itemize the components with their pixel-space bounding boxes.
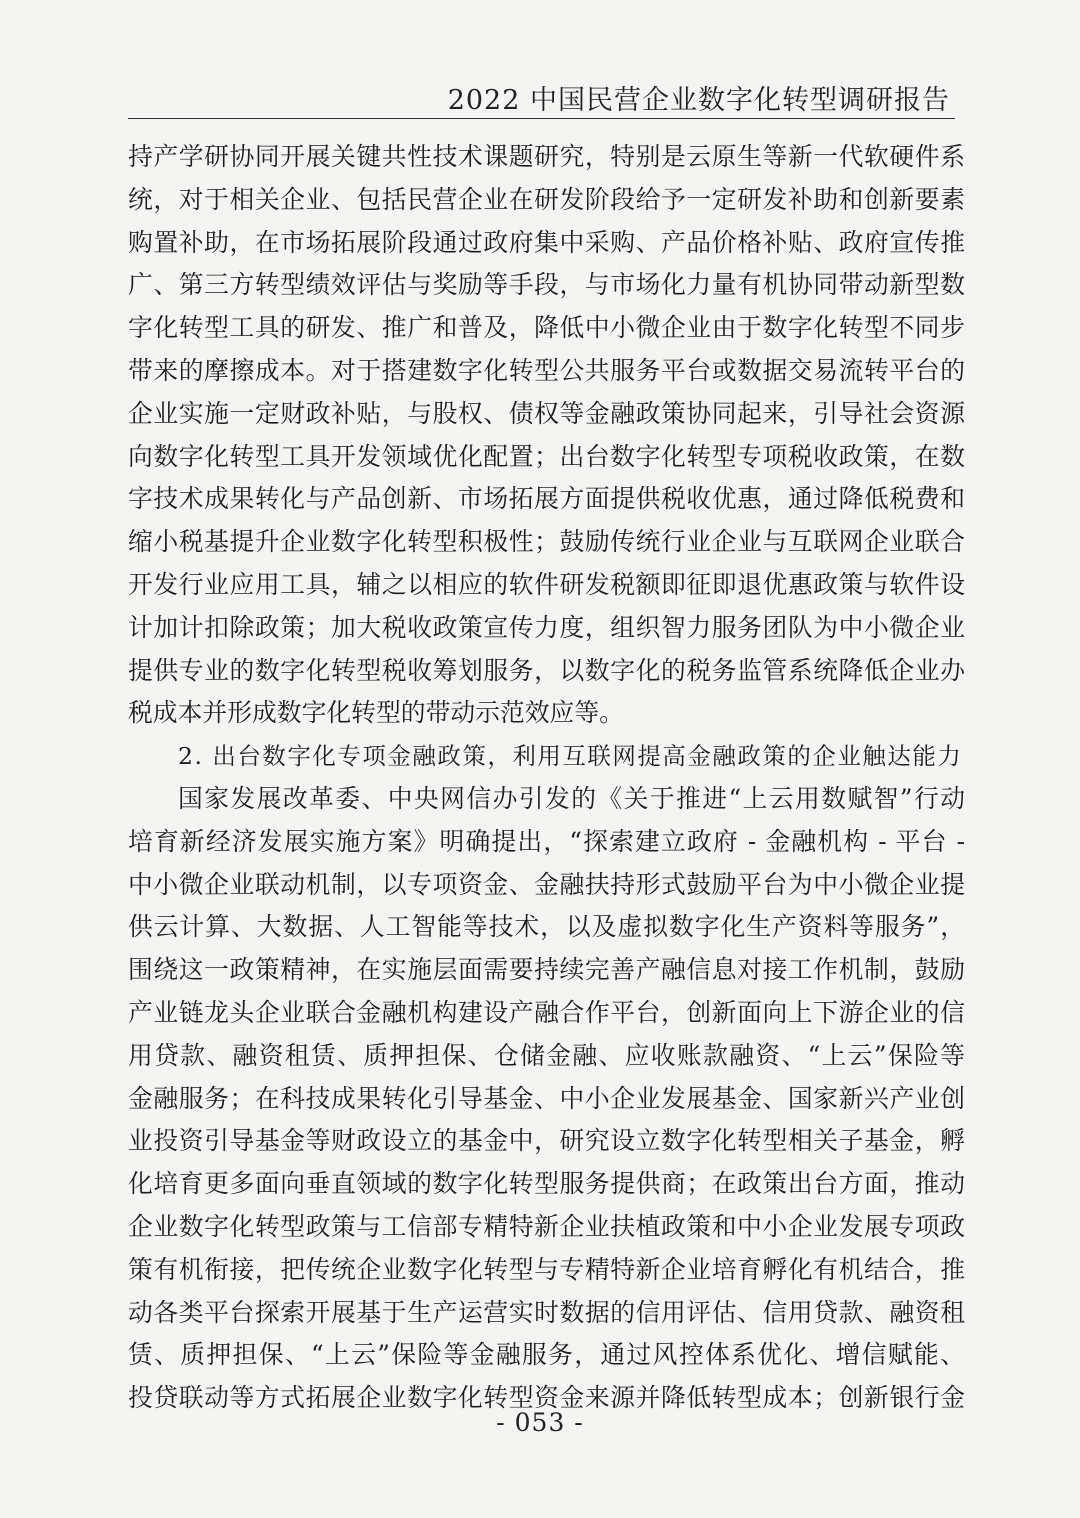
text-line: 企业实施一定财政补贴，与股权、债权等金融政策协同起来，引导社会资源	[128, 398, 965, 428]
text-line: 化培育更多面向垂直领域的数字化转型服务提供商；在政策出台方面，推动	[128, 1169, 965, 1199]
text-line: 中小微企业联动机制，以专项资金、金融扶持形式鼓励平台为中小微企业提	[128, 869, 965, 899]
text-line: 投贷联动等方式拓展企业数字化转型资金来源并降低转型成本；创新银行金	[128, 1383, 965, 1413]
text-line: 业投资引导基金等财政设立的基金中，研究设立数字化转型相关子基金，孵	[128, 1126, 965, 1156]
text-line: 围绕这一政策精神，在实施层面需要持续完善产融信息对接工作机制，鼓励	[128, 955, 965, 985]
text-line: 统，对于相关企业、包括民营企业在研发阶段给予一定研发补助和创新要素	[128, 184, 965, 214]
text-line: 开发行业应用工具，辅之以相应的软件研发税额即征即退优惠政策与软件设	[128, 569, 965, 599]
text-line: 缩小税基提升企业数字化转型积极性；鼓励传统行业企业与互联网企业联合	[128, 527, 965, 557]
paragraph-1	[128, 136, 965, 735]
header-rule	[128, 118, 955, 119]
text-line: 向数字化转型工具开发领域优化配置；出台数字化转型专项税收政策，在数	[128, 441, 965, 471]
section-heading: 2. 出台数字化专项金融政策，利用互联网提高金融政策的企业触达能力	[178, 742, 963, 771]
text-line: 计加计扣除政策；加大税收政策宣传力度，组织智力服务团队为中小微企业	[128, 612, 965, 642]
page-number: - 053 -	[496, 1408, 584, 1437]
text-line: 购置补助，在市场拓展阶段通过政府集中采购、产品价格补贴、政府宣传推	[128, 227, 965, 257]
text-line: 字技术成果转化与产品创新、市场拓展方面提供税收优惠，通过降低税费和	[128, 484, 965, 514]
text-line: 培育新经济发展实施方案》明确提出，“探索建立政府 - 金融机构 - 平台 -	[128, 826, 965, 856]
text-line: 税成本并形成数字化转型的带动示范效应等。	[128, 698, 624, 728]
text-line: 金融服务；在科技成果转化引导基金、中小企业发展基金、国家新兴产业创	[128, 1083, 965, 1113]
text-line: 动各类平台探索开展基于生产运营实时数据的信用评估、信用贷款、融资租	[128, 1297, 965, 1327]
text-line: 供云计算、大数据、人工智能等技术，以及虚拟数字化生产资料等服务”，	[128, 912, 965, 942]
text-line: 策有机衔接，把传统企业数字化转型与专精特新企业培育孵化有机结合，推	[128, 1254, 965, 1284]
text-line: 产业链龙头企业联合金融机构建设产融合作平台，创新面向上下游企业的信	[128, 997, 965, 1027]
text-line: 赁、质押担保、“上云”保险等金融服务，通过风控体系优化、增信赋能、	[128, 1340, 965, 1370]
body-text	[128, 136, 965, 1420]
text-line: 国家发展改革委、中央网信办引发的《关于推进“上云用数赋智”行动	[178, 783, 965, 813]
text-line: 企业数字化转型政策与工信部专精特新企业扶植政策和中小企业发展专项政	[128, 1211, 965, 1241]
running-header-title: 2022 中国民营企业数字化转型调研报告	[447, 85, 950, 116]
text-line: 提供专业的数字化转型税收筹划服务，以数字化的税务监管系统降低企业办	[128, 655, 965, 685]
text-line: 字化转型工具的研发、推广和普及，降低中小微企业由于数字化转型不同步	[128, 313, 965, 343]
text-line: 用贷款、融资租赁、质押担保、仓储金融、应收账款融资、“上云”保险等	[128, 1040, 965, 1070]
text-line: 持产学研协同开展关键共性技术课题研究，特别是云原生等新一代软硬件系	[128, 142, 965, 171]
text-line: 带来的摩擦成本。对于搭建数字化转型公共服务平台或数据交易流转平台的	[128, 355, 965, 385]
text-line: 广、第三方转型绩效评估与奖励等手段，与市场化力量有机协同带动新型数	[128, 270, 965, 300]
paragraph-2	[128, 778, 965, 1420]
